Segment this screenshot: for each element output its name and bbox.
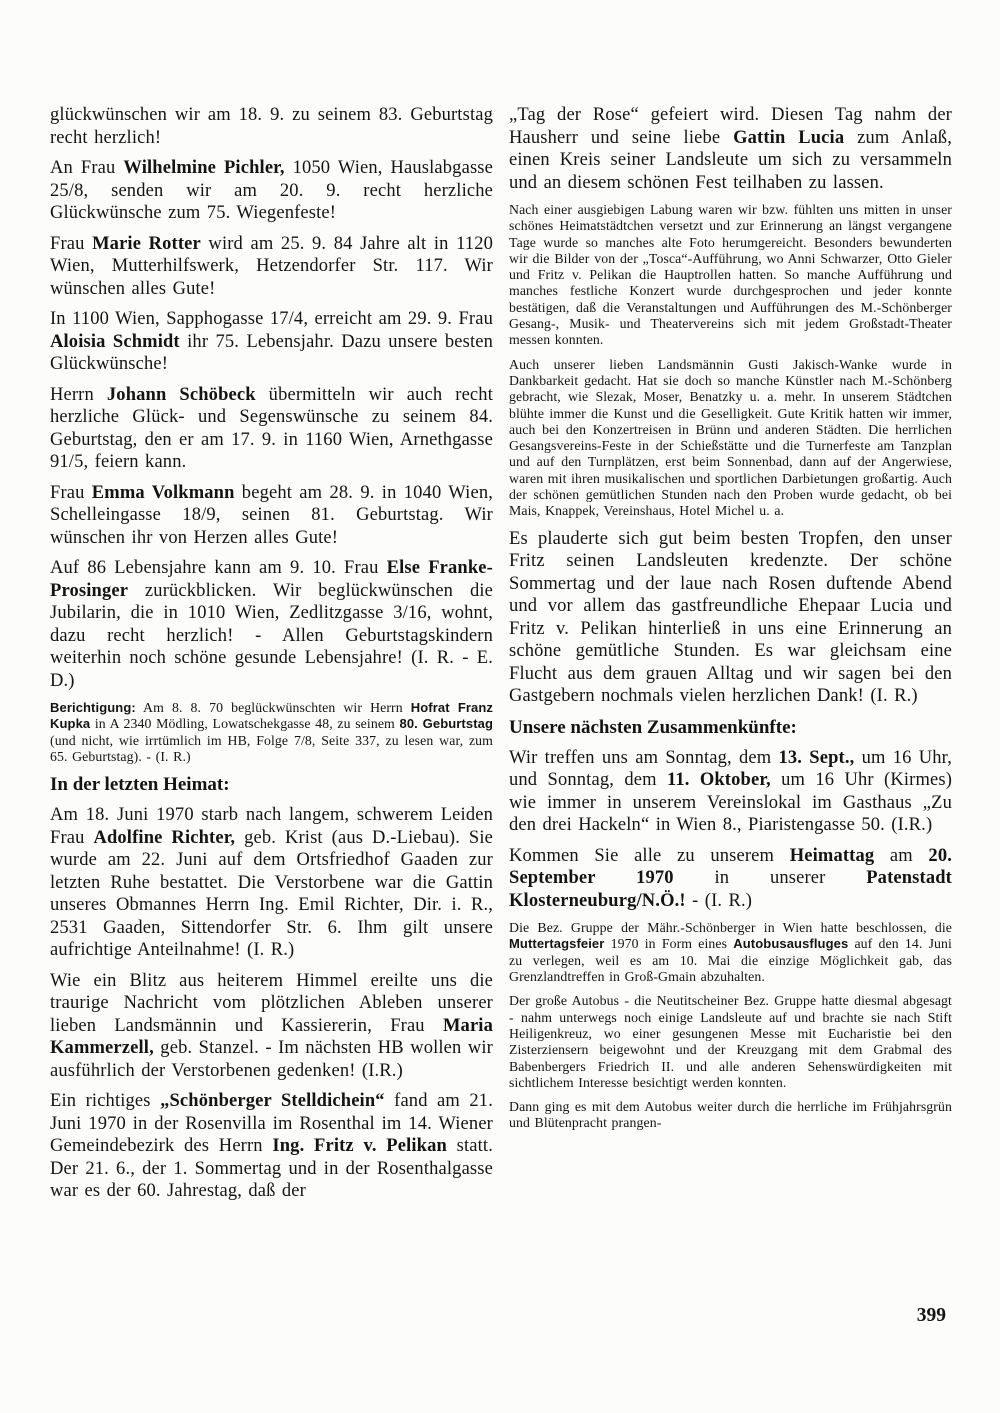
text-run: Gattin Lucia xyxy=(733,127,845,148)
text-run: am xyxy=(874,845,929,866)
text-run: Patenstadt Klosterneuburg/N.Ö.! xyxy=(509,868,952,911)
text-run: Johann Schöbeck xyxy=(106,384,256,405)
text-run: geb. Stanzel. - Im nächsten HB wollen wir ausführlich der Verstorbenen gedenken! (I.R.) xyxy=(50,1038,493,1081)
text-run: Wilhelmine Pichler, xyxy=(123,158,285,178)
text-run: um 16 Uhr, und Sonntag, dem xyxy=(509,747,952,791)
text-run: In 1100 Wien, Sapphogasse 17/4, erreicht am 29. 9. Frau xyxy=(50,309,493,329)
text-run: übermitteln wir auch recht herzliche Glück- und Segenswünsche zu seinem 84. Geburtstag, den er am 17. 9. in 1160 Wien, Arnethgasse 91/5, feiern kann. xyxy=(50,384,493,472)
page-number: 399 xyxy=(916,1305,946,1326)
paragraph xyxy=(509,1099,952,1132)
text-run: zurückblicken. Wir beglückwünschen die Jubilarin, die in 1010 Wien, Zedlitzgasse 3/16, wohnt, dazu recht herzlich! - Allen Geburtstagskindern weiterhin noch schöne gesunde Lebensjahre! (I. R. - E. D.) xyxy=(50,580,493,691)
text-columns xyxy=(50,104,952,1211)
text-run: In der letzten Heimat: xyxy=(50,774,230,796)
text-run: zum Anlaß, einen Kreis seiner Landsleute um sich zu versammeln und an diesem schönen Fest teilhaben zu lassen. xyxy=(509,127,952,193)
paragraph xyxy=(509,357,952,520)
text-run: Herrn xyxy=(50,384,107,405)
text-run: Adolfine Richter, xyxy=(93,827,236,848)
paragraph xyxy=(50,482,493,550)
text-run: auf den 14. Juni zu verlegen, weil es am 10. Mai die einzige Möglichkeit gab, das Grenzlandtreffen in Groß-Gmain abzuhalten. xyxy=(509,936,952,985)
paragraph xyxy=(50,104,493,149)
paragraph xyxy=(509,104,952,194)
text-run: geb. Krist (aus D.-Liebau). Sie wurde am 22. Juni auf dem Ortsfriedhof Gaaden zur letzten Ruhe bestattet. Die Verstorbene war die Gattin unseres Obmannes Herrn Ing. Emil Richter, Dir. i. R., 2531 Gaaden, Sittendorfer Str. 6. Ihm gilt unsere aufrichtige Anteilnahme! (I. R.) xyxy=(50,827,493,961)
text-run: begeht am 28. 9. in 1040 Wien, Schelleingasse 18/9, seinen 81. Geburtstag. Wir wünschen ihr von Herzen alles Gute! xyxy=(50,482,493,548)
left-column xyxy=(50,104,493,1211)
text-run: Nach einer ausgiebigen Labung waren wir bzw. fühlten uns mitten in unser schönes Heimatstädtchen versetzt und zur Erinnerung an längst vergangene Tage wurde so manches alte Foto herumgereicht. Besonders bewunderten wir die Bilder von der „Tosca“-Aufführung, wo Anni Schwarzer, Otto Gieler und Fritz v. Pelikan die Hauptrollen hatten. So manche Aufführung und manches festliche Konzert wurde durchgesprochen und jeder konnte bestätigen, daß die Veranstaltungen und Aufführungen des M.-Schönberger Gesang-, Musik- und Theatervereins sich mit jedem Großstadt-Theater messen konnten. xyxy=(509,202,952,348)
text-run: 20. September 1970 xyxy=(509,845,952,889)
text-run: um 16 Uhr (Kirmes) wie immer in unserem Vereinslokal im Gasthaus „Zu den drei Hackeln“ in Wien 8., Piaristengasse 50. (I.R.) xyxy=(509,770,953,836)
text-run: 1970 in Form eines xyxy=(604,936,734,952)
paragraph xyxy=(509,747,952,837)
paragraph xyxy=(50,804,493,962)
text-run: Wir treffen uns am Sonntag, dem xyxy=(509,747,779,768)
text-run: Kommen Sie alle zu unserem xyxy=(509,845,790,866)
text-run: Ing. Fritz v. Pelikan xyxy=(272,1136,447,1157)
text-run: Frau xyxy=(50,233,93,254)
text-run: Am 8. 8. 70 beglückwünschten wir Herrn xyxy=(135,700,411,715)
text-run: in A 2340 Mödling, Lowatschekgasse 48, zu seinem xyxy=(90,716,400,732)
paragraph xyxy=(509,920,952,985)
text-run: - (I. R.) xyxy=(685,890,753,911)
text-run: Emma Volkmann xyxy=(91,482,235,503)
text-run: Maria Kammerzell, xyxy=(50,1015,493,1059)
paragraph xyxy=(509,993,952,1091)
section-heading xyxy=(50,773,493,796)
text-run: statt. Der 21. 6., der 1. Sommertag und in der Rosenthalgasse war es der 60. Jahrestag, daß der xyxy=(50,1136,493,1202)
right-column xyxy=(509,104,952,1211)
text-run: 80. Geburtstag xyxy=(399,716,493,732)
section-heading xyxy=(509,716,952,739)
text-run: in unserer xyxy=(673,868,867,889)
paragraph xyxy=(50,233,493,301)
text-run: Berichtigung: xyxy=(50,700,136,715)
text-run: Frau xyxy=(50,482,92,503)
text-run: Wie ein Blitz aus heiterem Himmel ereilte uns die traurige Nachricht vom plötzlichen Ableben unserer lieben Landsmännin und Kassiererin, Frau xyxy=(50,970,493,1036)
text-run: fand am 21. Juni 1970 in der Rosenvilla im Rosenthal im 14. Wiener Gemeindebezirk des Herrn xyxy=(50,1091,493,1157)
text-run: An Frau xyxy=(50,158,124,178)
text-run: Dann ging es mit dem Autobus weiter durch die herrliche im Frühjahrsgrün und Blütenpracht prangen- xyxy=(509,1099,952,1131)
text-run: Else Franke-Prosinger xyxy=(50,558,493,601)
paragraph xyxy=(50,384,493,474)
text-run: Marie Rotter xyxy=(92,233,201,254)
text-run: (und nicht, wie irrtümlich im HB, Folge 7/8, Seite 337, zu lesen war, zum 65. Geburtstag). - (I. R.) xyxy=(50,732,493,764)
text-run: 11. Oktober, xyxy=(666,770,771,791)
text-run: Es plauderte sich gut beim besten Tropfen, den unser Fritz seinen Landsleuten kredenzte. Der schöne Sommertag und der laue nach Rosen duftende Abend und vor allem das gastfreundliche Ehepaar Lucia und Fritz v. Pelikan hinterließ in uns eine Erinnerung an schöne gemütliche Stunden. Es war gleichsam eine Flucht aus dem grauen Alltag und wir sagen bei den Gastgebern nochmals vielen herzlichen Dank! (I. R.) xyxy=(509,528,952,707)
paragraph xyxy=(50,308,493,376)
text-run: 1050 Wien, Hauslabgasse 25/8, senden wir am 20. 9. recht herzliche Glückwünsche zum 75. Wiegenfeste! xyxy=(50,158,494,223)
text-run: „Tag der Rose“ gefeiert wird. Diesen Tag nahm der Hausherr und seine liebe xyxy=(509,105,952,148)
paragraph xyxy=(50,970,493,1083)
text-run: glückwünschen wir am 18. 9. zu seinem 83. Geburtstag recht herzlich! xyxy=(50,105,493,148)
text-run: Auf 86 Lebensjahre kann am 9. 10. Frau xyxy=(50,558,387,578)
text-run: Aloisia Schmidt xyxy=(50,331,180,352)
paragraph xyxy=(509,528,952,708)
text-run: Autobusausfluges xyxy=(733,936,849,952)
text-run: 13. Sept., xyxy=(778,747,855,768)
text-run: ihr 75. Lebensjahr. Dazu unsere besten Glückwünsche! xyxy=(50,331,493,374)
paragraph xyxy=(50,1090,493,1203)
text-run: Hofrat Franz Kupka xyxy=(50,700,493,732)
paragraph xyxy=(509,845,952,913)
paragraph xyxy=(50,157,493,225)
text-run: Am 18. Juni 1970 starb nach langem, schwerem Leiden Frau xyxy=(50,805,493,848)
text-run: Ein richtiges xyxy=(50,1091,161,1112)
text-run: Die Bez. Gruppe der Mähr.-Schönberger in Wien hatte beschlossen, die xyxy=(509,920,952,936)
text-run: Muttertagsfeier xyxy=(509,936,605,952)
text-run: „Schönberger Stelldichein“ xyxy=(160,1091,385,1112)
text-run: wird am 25. 9. 84 Jahre alt in 1120 Wien, Mutterhilfswerk, Hetzendorfer Str. 117. Wir wünschen alles Gute! xyxy=(50,233,494,299)
text-run: Heimattag xyxy=(789,845,875,866)
text-run: Auch unserer lieben Landsmännin Gusti Jakisch-Wanke wurde in Dankbarkeit gedacht. Hat sie doch so manche Künstler nach M.-Schönberg gebracht, wie Slezak, Moser, Benatzky u. a. mehr. In unserem Städtchen blühte immer die Kunst und die Geselligkeit. Gute Kritik hatten wir immer, auch bei den Konzertreisen in Brünn und anderen Städten. Die herrlichen Gesangsvereins-Feste in der Schießstätte und die Turnerfeste am Tanzplan und auf den Turnplätzen, erst beim Sonnenbad, dann auf der Angerwiese, waren mit ihren musikalischen und sportlichen Darbietungen großartig. Auch der schönen gemütlichen Stunden nach den Proben wurde gedacht, ob bei Mais, Knappek, Vereinshaus, Hotel Michel u. a. xyxy=(509,356,952,519)
text-run: Unsere nächsten Zusammenkünfte: xyxy=(509,716,797,738)
paragraph xyxy=(509,202,952,349)
paragraph xyxy=(50,557,493,692)
text-run: Der große Autobus - die Neutitscheiner Bez. Gruppe hatte diesmal abgesagt - nahm unterwegs noch einige Landsleute auf und brachte sie nach Stift Heiligenkreuz, wo einer gesungenen Messe mit Eucharistie bei den Zisterziensern beigewohnt und der Kreuzgang mit dem Grabmal des Babenbergers Friedrich II. und alle anderen Sehenswürdigkeiten mit sichtlichem Interesse besichtigt werden konnten. xyxy=(509,993,952,1090)
paragraph xyxy=(50,700,493,765)
